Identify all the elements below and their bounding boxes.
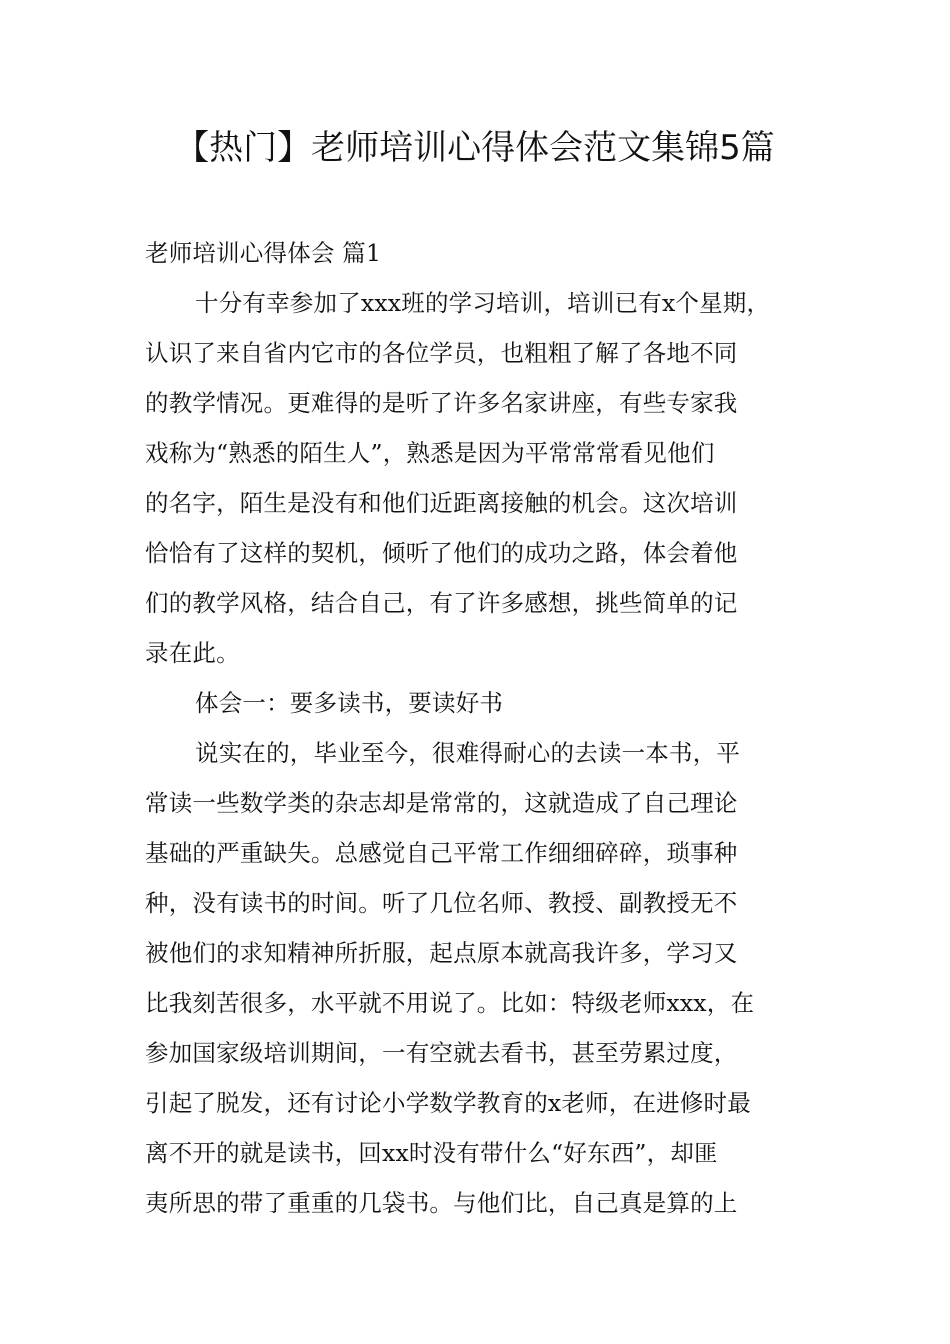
paragraph-line: 夷所思的带了重重的几袋书。与他们比，自己真是算的上	[145, 1189, 738, 1217]
paragraph-line: 录在此。	[145, 639, 240, 667]
paragraph-line: 说实在的，毕业至今，很难得耐心的去读一本书，平	[195, 739, 741, 767]
paragraph-line: 参加国家级培训期间，一有空就去看书，甚至劳累过度，	[145, 1039, 738, 1067]
paragraph-line: 戏称为“熟悉的陌生人”，熟悉是因为平常常常看见他们	[145, 439, 715, 467]
paragraph-line: 基础的严重缺失。总感觉自己平常工作细细碎碎，琐事种	[145, 839, 738, 867]
paragraph-line: 十分有幸参加了xxx班的学习培训，培训已有x个星期，	[195, 289, 771, 317]
document-title: 【热门】老师培训心得体会范文集锦5篇	[175, 128, 775, 168]
section-heading: 老师培训心得体会 篇1	[145, 239, 382, 267]
paragraph-line: 们的教学风格，结合自己，有了许多感想，挑些简单的记	[145, 589, 738, 617]
paragraph-line: 常读一些数学类的杂志却是常常的，这就造成了自己理论	[145, 789, 738, 817]
paragraph-line: 被他们的求知精神所折服，起点原本就高我许多，学习又	[145, 939, 738, 967]
paragraph-line: 比我刻苦很多，水平就不用说了。比如：特级老师xxx，在	[145, 989, 755, 1017]
paragraph-line: 体会一：要多读书，要读好书	[195, 689, 504, 717]
paragraph-line: 离不开的就是读书，回xx时没有带什么“好东西”，却匪	[145, 1139, 718, 1167]
paragraph-line: 引起了脱发，还有讨论小学数学教育的x老师，在进修时最	[145, 1089, 751, 1117]
paragraph-line: 恰恰有了这样的契机，倾听了他们的成功之路，体会着他	[145, 539, 738, 567]
paragraph-line: 的教学情况。更难得的是听了许多名家讲座，有些专家我	[145, 389, 738, 417]
paragraph-line: 种，没有读书的时间。听了几位名师、教授、副教授无不	[145, 889, 738, 917]
document-body	[145, 228, 810, 1228]
paragraph-line: 的名字，陌生是没有和他们近距离接触的机会。这次培训	[145, 489, 738, 517]
paragraph-line: 认识了来自省内它市的各位学员，也粗粗了解了各地不同	[145, 339, 738, 367]
